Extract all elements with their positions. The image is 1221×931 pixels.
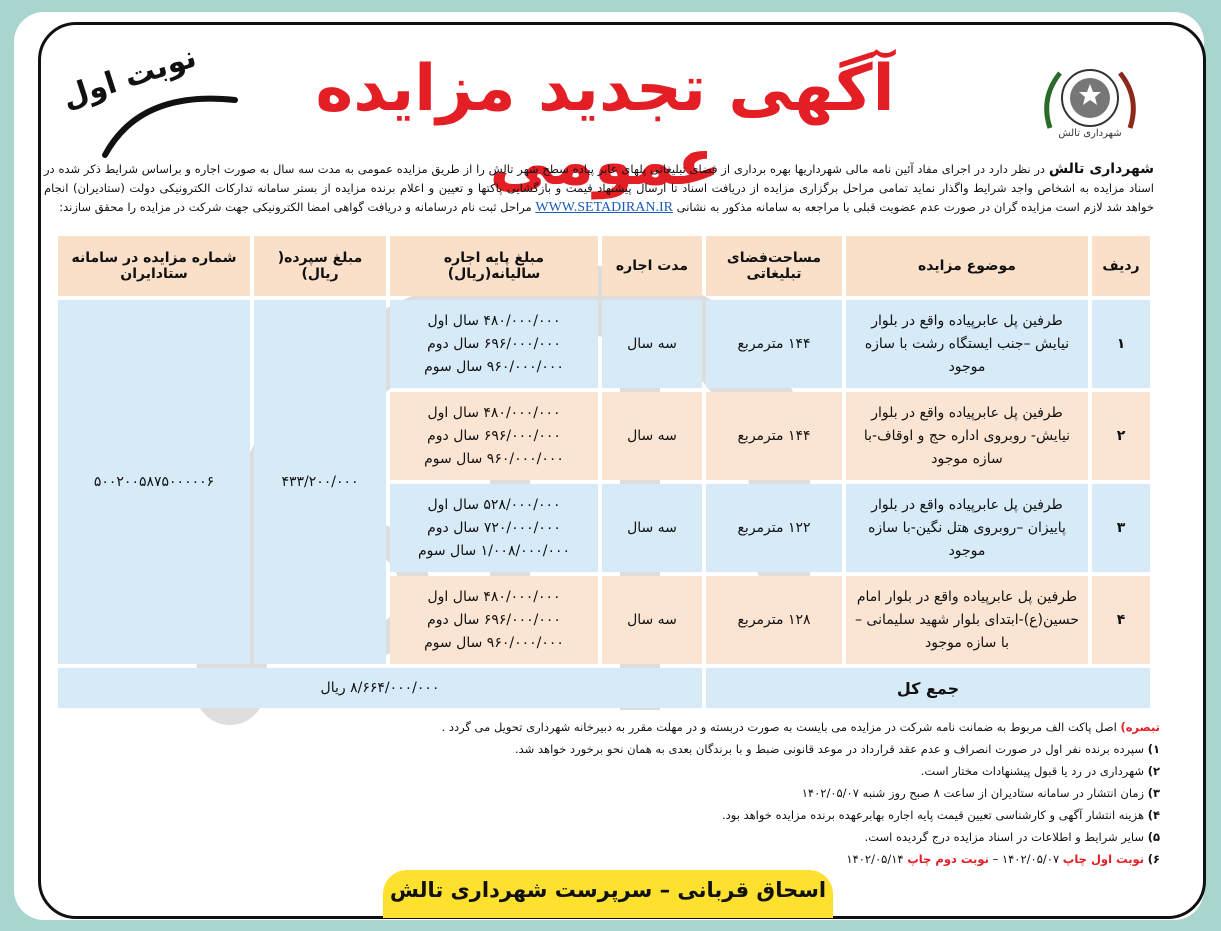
signature-banner: اسحاق قربانی – سرپرست شهرداری تالش: [383, 870, 833, 918]
intro-text-1: در نظر دارد در اجرای مفاد آئین نامه مالی شهرداریها بهره برداری از فضای تبلیغاتی پلهای عابر پیاده سطح شهر تالش را از طریق مزایده عمومی به مدت سه سال به صورت اجاره و براساس شرایط ذکر شده در اسناد مزایده به اشخاص واجد شرایط واگذار نماید تمامی مراحل برگزاری مزایده از دریافت اسناد تا ارسال پیشنهاد قیمت و بازگشایی پاکتها و تعیین و اعلام برنده مزایده از بستر سامانه تدارکات الکترونیکی دولت (ستادیران) انجام خواهد شد لازم است مزایده گران در صورت عدم عضویت قبلی با مراجعه به سامانه مذکور به نشانی: [44, 162, 1154, 214]
row-num: ۴: [1092, 576, 1150, 664]
price-year-3: ۹۶۰/۰۰۰/۰۰۰ سال سوم: [424, 358, 564, 375]
note-label: ۲): [1147, 764, 1160, 778]
row-area: ۱۴۴ مترمربع: [706, 392, 842, 480]
swoosh-decoration: [100, 80, 240, 160]
note-text: هزینه انتشار آگهی و کارشناسی تعیین قیمت پایه اجاره بهابرعهده برنده مزایده خواهد بود.: [722, 808, 1145, 822]
notes-section: [60, 716, 1160, 870]
price-year-2: ۶۹۶/۰۰۰/۰۰۰ سال دوم: [427, 611, 561, 628]
row-subject: طرفین پل عابرپیاده واقع در بلوار نیایش –جنب ایستگاه رشت با سازه موجود: [846, 300, 1088, 388]
table-header-row: [58, 236, 1150, 296]
row-num: ۲: [1092, 392, 1150, 480]
row-base-price: [390, 392, 598, 480]
price-year-3: ۱/۰۰۸/۰۰۰/۰۰۰ سال سوم: [417, 542, 571, 559]
note-label: تبصره): [1120, 720, 1160, 734]
table-row: [58, 300, 1150, 388]
note-6: [60, 848, 1160, 870]
intro-paragraph: [44, 160, 1154, 217]
row-area: ۱۲۲ مترمربع: [706, 484, 842, 572]
note-text: سپرده برنده نفر اول در صورت انصراف و عدم عقد قرارداد در موعد قانونی ضبط و با برندگان بعدی به همان نحو برخورد خواهد شد.: [514, 742, 1145, 756]
total-label: جمع کل: [706, 668, 1150, 708]
note-4: [60, 804, 1160, 826]
deposit-cell: ۴۳۳/۲۰۰/۰۰۰: [254, 300, 386, 664]
auction-table: [54, 232, 1154, 712]
row-num: ۳: [1092, 484, 1150, 572]
note-5: [60, 826, 1160, 848]
note-label: ۱): [1147, 742, 1160, 756]
row-subject: طرفین پل عابرپیاده واقع در بلوار نیایش- روبروی اداره حج و اوقاف-با سازه موجود: [846, 392, 1088, 480]
row-area: ۱۴۴ مترمربع: [706, 300, 842, 388]
row-area: ۱۲۸ مترمربع: [706, 576, 842, 664]
row-base-price: [390, 300, 598, 388]
logo-caption: شهرداری تالش: [1058, 128, 1122, 139]
header-base-price: مبلغ پایه اجاره سالیانه(ریال): [390, 236, 598, 296]
header-row-num: ردیف: [1092, 236, 1150, 296]
intro-org: شهرداری تالش: [1048, 161, 1155, 177]
note-label: ۵): [1147, 830, 1160, 844]
price-year-1: ۴۸۰/۰۰۰/۰۰۰ سال اول: [427, 588, 561, 605]
note-label: ۶): [1147, 852, 1160, 866]
row-duration: سه سال: [602, 300, 702, 388]
note-label: ۳): [1147, 786, 1160, 800]
price-year-1: ۴۸۰/۰۰۰/۰۰۰ سال اول: [427, 404, 561, 421]
price-year-1: ۵۲۸/۰۰۰/۰۰۰ سال اول: [427, 496, 561, 513]
total-row: [58, 668, 1150, 708]
price-year-3: ۹۶۰/۰۰۰/۰۰۰ سال سوم: [424, 634, 564, 651]
note-tabsareh: [60, 716, 1160, 738]
note-2: [60, 760, 1160, 782]
header-area: مساحت‌فضای تبلیغاتی: [706, 236, 842, 296]
price-year-2: ۶۹۶/۰۰۰/۰۰۰ سال دوم: [427, 335, 561, 352]
row-duration: سه سال: [602, 392, 702, 480]
setad-number-cell: ۵۰۰۲۰۰۵۸۷۵۰۰۰۰۰۶: [58, 300, 250, 664]
header-duration: مدت اجاره: [602, 236, 702, 296]
intro-text-2: مراحل ثبت نام درسامانه و دریافت گواهی امضا الکترونیکی جهت شرکت در مزایده را محقق سازند:: [59, 200, 532, 214]
price-year-2: ۶۹۶/۰۰۰/۰۰۰ سال دوم: [427, 427, 561, 444]
row-base-price: [390, 576, 598, 664]
note-3: [60, 782, 1160, 804]
header-subject: موضوع مزایده: [846, 236, 1088, 296]
row-duration: سه سال: [602, 484, 702, 572]
row-num: ۱: [1092, 300, 1150, 388]
page-title: آگهی تجدید مزایده عمومی: [315, 52, 895, 200]
row-subject: طرفین پل عابرپیاده واقع در بلوار امام حسین(ع)-ابتدای بلوار شهید سلیمانی –با سازه موجود: [846, 576, 1088, 664]
row-duration: سه سال: [602, 576, 702, 664]
price-year-3: ۹۶۰/۰۰۰/۰۰۰ سال سوم: [424, 450, 564, 467]
note-text: سایر شرایط و اطلاعات در اسناد مزایده درج گردیده است.: [864, 830, 1145, 844]
price-year-1: ۴۸۰/۰۰۰/۰۰۰ سال اول: [427, 312, 561, 329]
note-text: شهرداری در رد یا قبول پیشنهادات مختار است.: [920, 764, 1145, 778]
setadiran-link[interactable]: WWW.SETADIRAN.IR: [535, 200, 673, 215]
note-text: اصل پاکت الف مربوط به ضمانت نامه شرکت در مزایده می بایست به صورت دربسته و در مهلت مقرر به دبیرخانه شهرداری تحویل می گردد .: [441, 720, 1117, 734]
first-print-date: ۱۴۰۲/۰۵/۰۷ –: [992, 852, 1060, 866]
second-print-date: ۱۴۰۲/۰۵/۱۴: [846, 852, 904, 866]
note-label: ۴): [1147, 808, 1160, 822]
round-label: نوبت اول: [57, 39, 201, 116]
row-base-price: [390, 484, 598, 572]
price-year-2: ۷۲۰/۰۰۰/۰۰۰ سال دوم: [427, 519, 561, 536]
row-subject: طرفین پل عابرپیاده واقع در بلوار پاییزان –روبروی هتل نگین-با سازه موجود: [846, 484, 1088, 572]
total-value: ۸/۶۶۴/۰۰۰/۰۰۰ ریال: [58, 668, 702, 708]
note-text: زمان انتشار در سامانه ستادیران از ساعت ۸ صبح روز شنبه ۱۴۰۲/۰۵/۰۷: [801, 786, 1145, 800]
second-print-label: نوبت دوم چاپ: [907, 852, 989, 866]
note-1: [60, 738, 1160, 760]
first-print-label: نوبت اول چاپ: [1062, 852, 1145, 866]
header-deposit: مبلغ سپرده( ریال): [254, 236, 386, 296]
header-setad-no: شماره مزایده در سامانه ستادایران: [58, 236, 250, 296]
